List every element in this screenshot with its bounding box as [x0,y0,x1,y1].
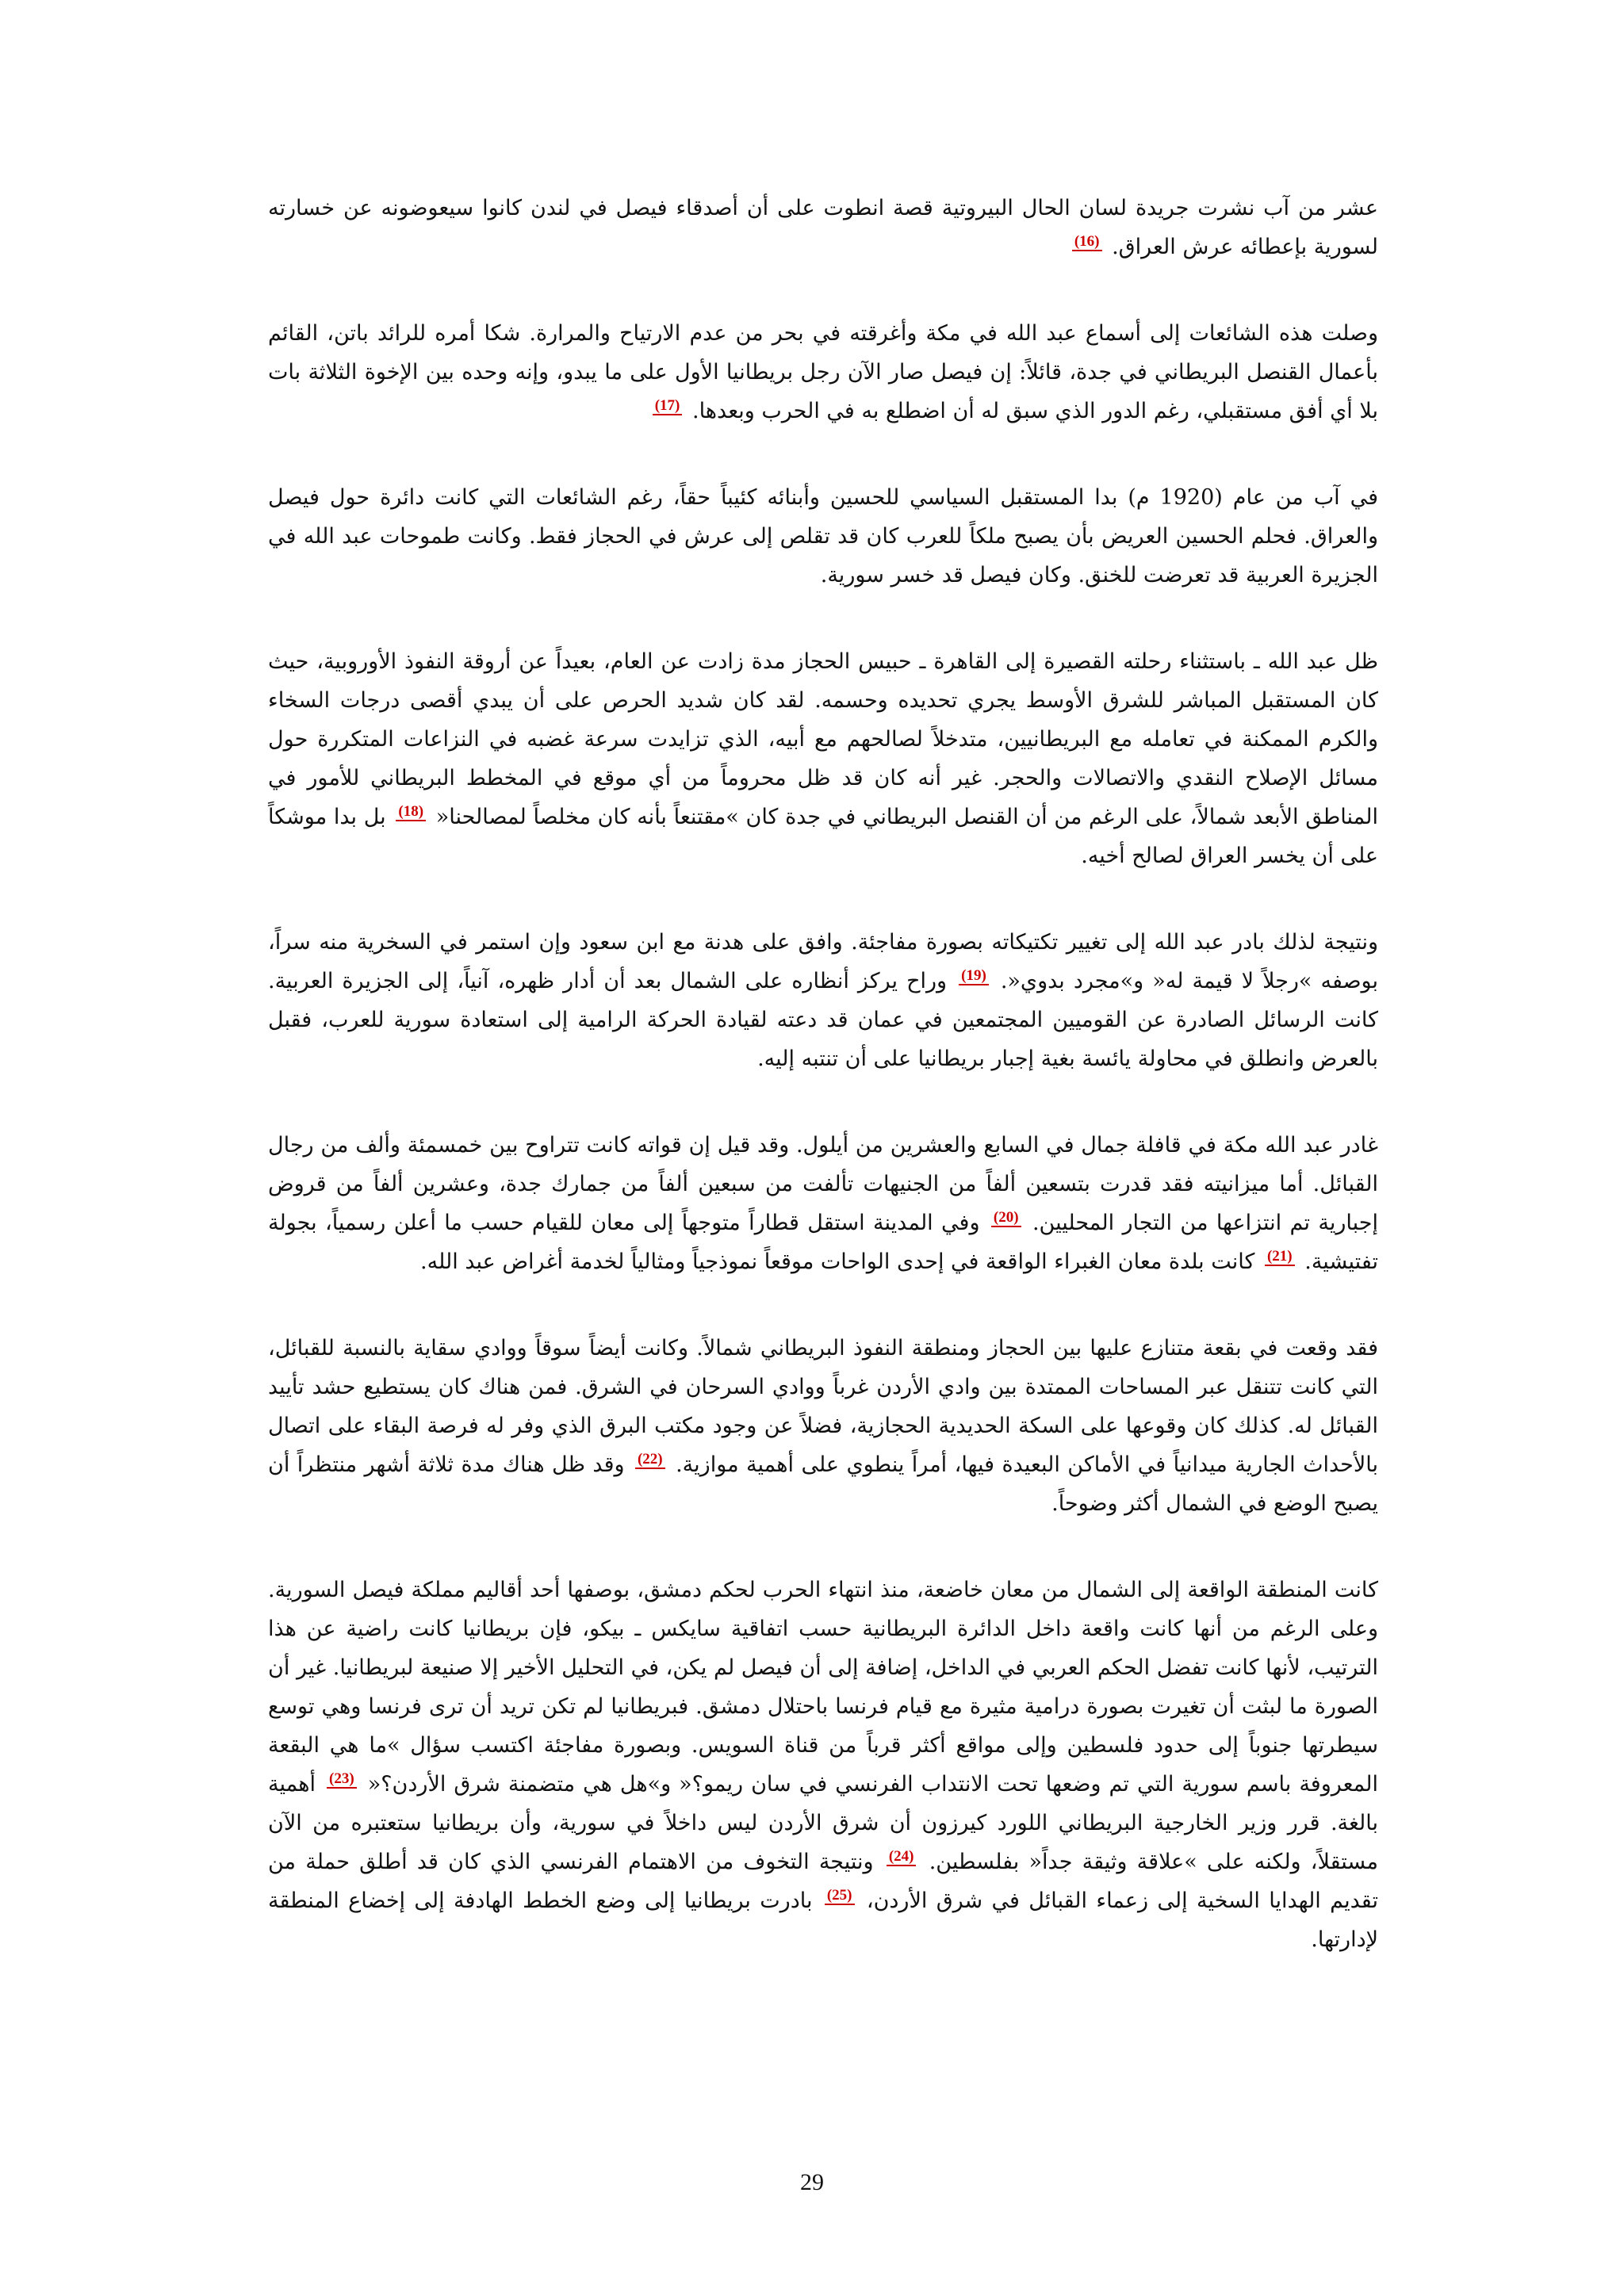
paragraph-5 [268,923,1378,1078]
footnote-ref-17[interactable]: (17) [653,398,683,415]
paragraph-text-continued: بادرت بريطانيا إلى وضع الخطط الهادفة إلى إخضاع المنطقة لإدارتها. [268,1888,1378,1952]
paragraph-text-continued: وقد ظل هناك مدة ثلاثة أشهر منتظراً أن يصبح الوضع في الشمال أكثر وضوحاً. [268,1452,1378,1516]
footnote-ref-22[interactable]: (22) [635,1452,665,1469]
paragraph-8 [268,1571,1378,1959]
footnote-ref-25[interactable]: (25) [825,1888,855,1905]
paragraph-text: كانت المنطقة الواقعة إلى الشمال من معان خاضعة، منذ انتهاء الحرب لحكم دمشق، بوصفها أحد أقاليم مملكة فيصل السورية. وعلى الرغم من أنها كانت واقعة داخل الدائرة البريطانية حسب اتفاقية سايكس ـ بيكو، فإن بريطانيا كانت راضية عن هذا الترتيب، لأنها كانت تفضل الحكم العربي في الداخل، إضافة إلى أن فيصل لم يكن، في التحليل الأخير إلا صنيعة لبريطانيا. غير أن الصورة ما لبثت أن تغيرت بصورة درامية مثيرة مع قيام فرنسا باحتلال دمشق. فبريطانيا لم تكن تريد أن ترى فرنسا وهي توسع سيطرتها جنوباً إلى حدود فلسطين وإلى مواقع أكثر قرباً من قناة السويس. وبصورة مفاجئة اكتسب سؤال »ما هي البقعة المعروفة باسم سورية التي تم وضعها تحت الانتداب الفرنسي في سان ريمو؟« و»هل هي متضمنة شرق الأردن؟« [268,1578,1378,1797]
footnote-ref-21[interactable]: (21) [1265,1249,1295,1266]
paragraph-text-continued: كانت بلدة معان الغبراء الواقعة في إحدى الواحات موقعاً نموذجياً ومثالياً لخدمة أغراض عبد الله. [420,1249,1255,1274]
paragraph-text: ونتيجة لذلك بادر عبد الله إلى تغيير تكتيكاته بصورة مفاجئة. وافق على هدنة مع ابن سعود وإن استمر في السخرية منه سراً، بوصفه »رجلاً لا قيمة له« و»مجرد بدوي«. [268,930,1378,993]
footnote-ref-23[interactable]: (23) [327,1771,357,1789]
paragraph-1 [268,189,1378,266]
footnote-ref-16[interactable]: (16) [1072,234,1102,251]
footnote-ref-20[interactable]: (20) [991,1210,1021,1227]
paragraph-7 [268,1329,1378,1523]
paragraph-text: في آب من عام (1920 م) بدا المستقبل السياسي للحسين وأبنائه كئيباً حقاً، رغم الشائعات التي كانت دائرة حول فيصل والعراق. فحلم الحسين العريض بأن يصبح ملكاً للعرب كان قد تقلص إلى عرش في الحجاز فقط. وكانت طموحات عبد الله في الجزيرة العربية قد تعرضت للخنق. وكان فيصل قد خسر سورية. [268,485,1378,587]
paragraph-6 [268,1126,1378,1281]
footnote-ref-18[interactable]: (18) [396,804,426,821]
paragraph-2 [268,314,1378,430]
paragraph-4 [268,642,1378,875]
paragraph-3 [268,478,1378,595]
paragraph-text-continued: ونتيجة التخوف من الاهتمام الفرنسي الذي كان قد أطلق حملة من تقديم الهدايا السخية إلى زعماء القبائل في شرق الأردن، [268,1850,1378,1913]
paragraph-text-continued: أهمية بالغة. قرر وزير الخارجية البريطاني اللورد كيرزون أن شرق الأردن ليس داخلاً في سورية، وأن بريطانيا ستعتبره من الآن مستقلاً، ولكنه على »علاقة وثيقة جداً« بفلسطين. [268,1772,1378,1874]
page-number: 29 [800,2169,824,2195]
paragraph-text: غادر عبد الله مكة في قافلة جمال في السابع والعشرين من أيلول. وقد قيل إن قواته كانت تتراوح بين خمسمئة وألف من رجال القبائل. أما ميزانيته فقد قدرت بتسعين ألفاً من الجنيهات تألفت من سبعين ألفاً من جمارك جدة، وعشرين ألفاً من قروض إجبارية تم انتزاعها من التجار المحليين. [268,1133,1378,1235]
footnote-ref-19[interactable]: (19) [959,968,989,985]
paragraph-text: وصلت هذه الشائعات إلى أسماع عبد الله في مكة وأغرقته في بحر من عدم الارتياح والمرارة. شكا أمره للرائد باتن، القائم بأعمال القنصل البريطاني في جدة، قائلاً: إن فيصل صار الآن رجل بريطانيا الأول على ما يبدو، وإنه وحده بين الإخوة الثلاثة بات بلا أي أفق مستقبلي، رغم الدور الذي سبق له أن اضطلع به في الحرب وبعدها. [268,321,1378,423]
paragraph-text-continued: بل بدا موشكاً على أن يخسر العراق لصالح أخيه. [268,805,1378,868]
paragraph-text: عشر من آب نشرت جريدة لسان الحال البيروتية قصة انطوت على أن أصدقاء فيصل في لندن كانوا سيعوضونه عن خسارته لسورية بإعطائه عرش العراق. [268,196,1378,259]
footnote-ref-24[interactable]: (24) [887,1849,917,1866]
paragraph-text-continued: وراح يركز أنظاره على الشمال بعد أن أدار ظهره، آنياً، إلى الجزيرة العربية. كانت الرسائل الصادرة عن القوميين المجتمعين في عمان قد دعته لقيادة الحركة الرامية إلى استعادة سورية للعرب، فقبل بالعرض وانطلق في محاولة يائسة بغية إجبار بريطانيا على أن تنتبه إليه. [268,969,1378,1071]
paragraph-text-continued: وفي المدينة استقل قطاراً متوجهاً إلى معان للقيام حسب ما أعلن رسمياً، بجولة تفتيشية. [268,1211,1378,1274]
document-body [268,189,1378,2007]
paragraph-text: ظل عبد الله ـ باستثناء رحلته القصيرة إلى القاهرة ـ حبيس الحجاز مدة زادت عن العام، بعيداً عن أروقة النفوذ الأوروبية، حيث كان المستقبل المباشر للشرق الأوسط يجري تحديده وحسمه. لقد كان شديد الحرص على أن يبدي أقصى درجات السخاء والكرم الممكنة في تعامله مع البريطانيين، متدخلاً لصالحهم مع أبيه، الذي تزايدت سرعة غضبه في النزاعات المتكررة حول مسائل الإصلاح النقدي والاتصالات والحجر. غير أنه كان قد ظل محروماً من أي موقع في المخطط البريطاني للأمور في المناطق الأبعد شمالاً، على الرغم من أن القنصل البريطاني في جدة كان »مقتنعاً بأنه كان مخلصاً لمصالحنا« [268,649,1378,829]
paragraph-text: فقد وقعت في بقعة متنازع عليها بين الحجاز ومنطقة النفوذ البريطاني شمالاً. وكانت أيضاً سوقاً ووادي سقاية بالنسبة للقبائل، التي كانت تتنقل عبر المساحات الممتدة بين وادي الأردن غرباً ووادي السرحان في الشرق. فمن هناك كان يستطيع حشد تأييد القبائل له. كذلك كان وقوعها على السكة الحديدية الحجازية، فضلاً عن وجود مكتب البرق الذي وفر له فرصة البقاء على اتصال بالأحداث الجارية ميدانياً في الأماكن البعيدة فيها، أمراً ينطوي على أهمية موازية. [268,1336,1378,1477]
